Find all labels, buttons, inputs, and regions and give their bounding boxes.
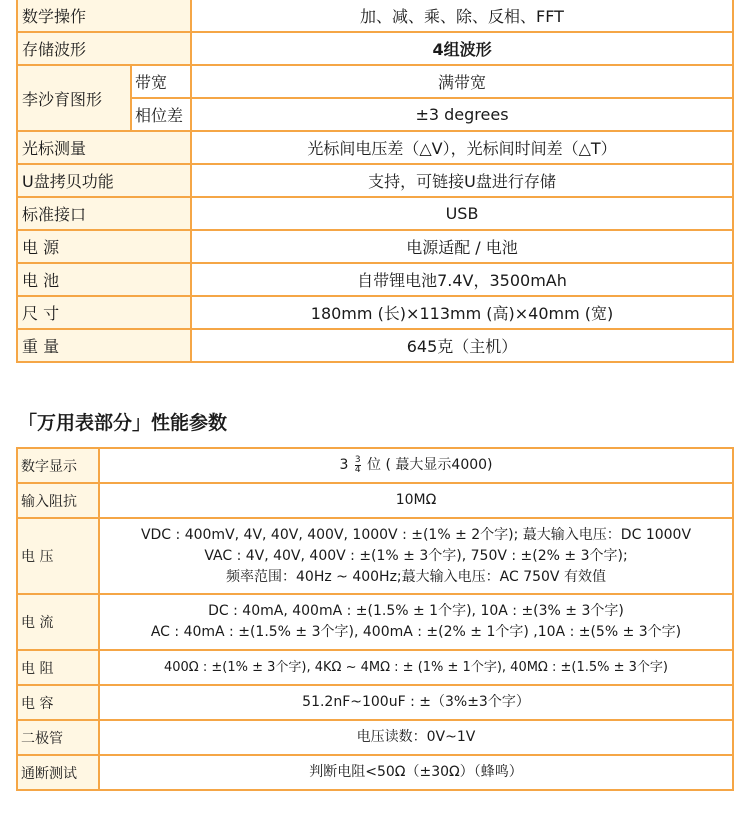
mm-label-diode: 二极管 (17, 720, 99, 755)
current-line: DC : 40mA, 400mA : ±(1.5% ± 1个字), 10A : ±(3% ± 3个字) (208, 603, 624, 619)
table-row (17, 448, 733, 483)
table-row (17, 131, 733, 164)
spec-sublabel-phase: 相位差 (131, 98, 191, 131)
table-row (17, 685, 733, 720)
spec-value-usb-copy: 支持，可链接U盘进行存储 (191, 164, 733, 197)
mm-value-impedance: 10MΩ (99, 483, 733, 518)
multimeter-spec-table (16, 447, 734, 791)
spec-label-power: 电 源 (17, 230, 191, 263)
spec-sublabel-bandwidth: 带宽 (131, 65, 191, 98)
spec-label-size: 尺 寸 (17, 296, 191, 329)
mm-value-current (99, 594, 733, 650)
table-row (17, 720, 733, 755)
table-row (17, 329, 733, 362)
table-row (17, 594, 733, 650)
spec-value-phase: ±3 degrees (191, 98, 733, 131)
spec-value-battery: 自带锂电池7.4V，3500mAh (191, 263, 733, 296)
mm-value-voltage (99, 518, 733, 594)
spec-label-usb-copy: U盘拷贝功能 (17, 164, 191, 197)
display-fraction (355, 456, 361, 475)
table-row (17, 230, 733, 263)
table-row (17, 755, 733, 790)
fraction-numerator: 3 (354, 454, 361, 465)
spec-value-size: 180mm (长)×113mm (高)×40mm (宽) (191, 296, 733, 329)
current-line: AC : 40mA : ±(1.5% ± 3个字), 400mA : ±(2% ± 1个字) ,10A : ±(5% ± 3个字) (150, 624, 682, 640)
table-row (17, 650, 733, 685)
display-digit-suffix: 位 ( 蕞大显示4000) (367, 457, 493, 473)
spec-label-cursor: 光标测量 (17, 131, 191, 164)
spec-label-weight: 重 量 (17, 329, 191, 362)
voltage-line: 频率范围：40Hz ~ 400Hz;蕞大输入电压：AC 750V 有效值 (226, 568, 606, 585)
mm-label-continuity: 通断测试 (17, 755, 99, 790)
spec-value-interface: USB (191, 197, 733, 230)
oscilloscope-spec-table (16, 0, 734, 363)
table-row (17, 0, 733, 32)
mm-value-display (99, 448, 733, 483)
mm-label-voltage: 电 压 (17, 518, 99, 594)
table-row (17, 32, 733, 65)
table-row (17, 197, 733, 230)
voltage-line: VDC : 400mV, 4V, 40V, 400V, 1000V : ±(1% ± 2个字); 蕞大输入电压：DC 1000V (140, 526, 692, 543)
mm-value-capacitance: 51.2nF~100uF : ±（3%±3个字） (99, 685, 733, 720)
table-row (17, 164, 733, 197)
spec-value-bandwidth: 满带宽 (191, 65, 733, 98)
mm-label-current: 电 流 (17, 594, 99, 650)
spec-label-math: 数学操作 (17, 0, 191, 32)
table-row (17, 296, 733, 329)
mm-label-impedance: 输入阻抗 (17, 483, 99, 518)
spec-label-lissajous: 李沙育图形 (17, 65, 131, 131)
mm-value-continuity: 判断电阻<50Ω（±30Ω）（蜂鸣） (99, 755, 733, 790)
spec-value-weight: 645克（主机） (191, 329, 733, 362)
mm-label-capacitance: 电 容 (17, 685, 99, 720)
spec-label-interface: 标准接口 (17, 197, 191, 230)
mm-label-resistance: 电 阻 (17, 650, 99, 685)
section-title: 「万用表部分」性能参数 (18, 412, 228, 434)
fraction-denominator: 4 (354, 464, 361, 475)
display-digit-count: 3 (339, 457, 349, 473)
table-row (17, 65, 733, 98)
table-row (17, 263, 733, 296)
spec-label-storage: 存储波形 (17, 32, 191, 65)
table-row (17, 518, 733, 594)
spec-value-math: 加、减、乘、除、反相、FFT (191, 0, 733, 32)
mm-label-display: 数字显示 (17, 448, 99, 483)
voltage-line: VAC : 4V, 40V, 400V : ±(1% ± 3个字), 750V : ±(2% ± 3个字); (204, 547, 628, 564)
spec-value-storage: 4组波形 (191, 32, 733, 65)
mm-value-diode: 电压读数：0V~1V (99, 720, 733, 755)
spec-value-power: 电源适配 / 电池 (191, 230, 733, 263)
spec-value-cursor: 光标间电压差（△V），光标间时间差（△T） (191, 131, 733, 164)
mm-value-resistance: 400Ω : ±(1% ± 3个字), 4KΩ ~ 4MΩ : ± (1% ± 1个字), 40MΩ : ±(1.5% ± 3个字) (99, 650, 733, 685)
spec-label-battery: 电 池 (17, 263, 191, 296)
table-row (17, 483, 733, 518)
